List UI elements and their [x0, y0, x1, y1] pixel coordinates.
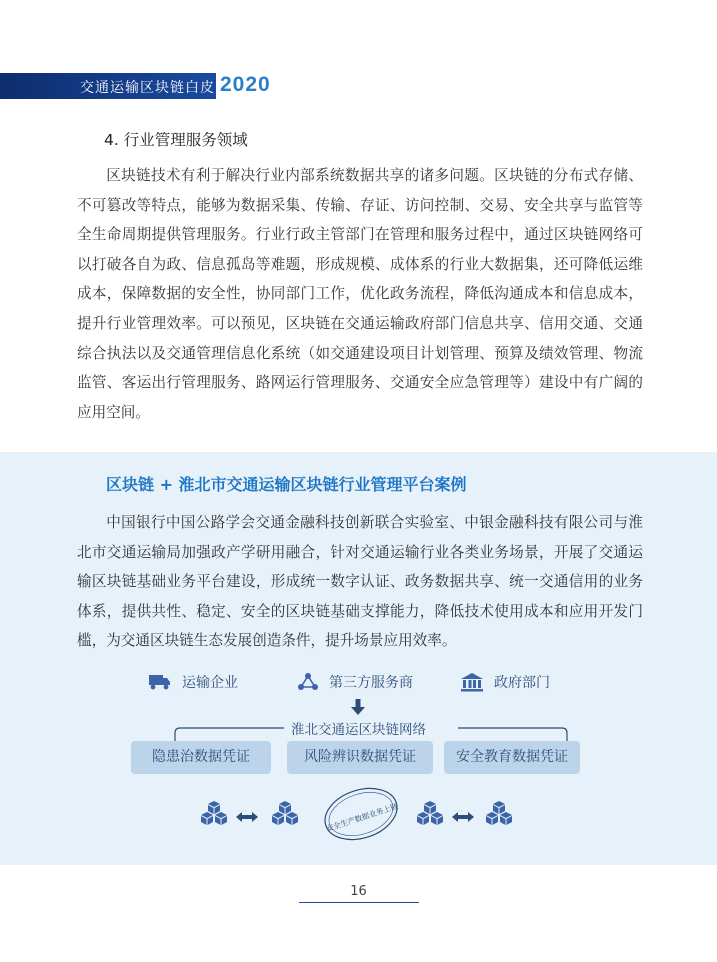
header-year: 2020	[220, 73, 271, 96]
certificate-pill: 安全教育数据凭证	[444, 741, 580, 774]
blocks-icon	[199, 800, 229, 826]
section-title: 4. 行业管理服务领域	[104, 131, 248, 149]
node-label: 政府部门	[494, 675, 550, 691]
case-paragraph: 中国银行中国公路学会交通金融科技创新联合实验室、中银金融科技有限公司与淮北市交通运输局加强政产学研用融合，针对交通运输行业各类业务场景，开展了交通运输区块链基础业务平台建设，形成统一数字认证、政务数据共享、统一交通信用的业务体系，提供共性、稳定、安全的区块链基础支撑能力，降低技术使用成本和应用开发门槛，为交通区块链生态发展创造条件，提升场景应用效率。	[77, 514, 643, 650]
truck-icon	[148, 672, 172, 692]
certificate-pill: 风险辨识数据凭证	[287, 741, 433, 774]
down-arrow-icon	[349, 698, 367, 716]
node-label: 运输企业	[182, 675, 238, 691]
stamp-text: 安全生产数据业务上链	[324, 801, 400, 834]
section-paragraph: 区块链技术有利于解决行业内部系统数据共享的诸多问题。区块链的分布式存储、不可篡改等特点，能够为数据采集、传输、存证、访问控制、交易、安全共享与监管等全生命周期提供管理服务。行业行政主管部门在管理和服务过程中，通过区块链网络可以打破各自为政、信息孤岛等难题，形成规模、成体系的行业大数据集，还可降低运维成本，保障数据的安全性，协同部门工作，优化政务流程，降低沟通成本和信息成本，提升行业管理效率。可以预见，区块链在交通运输政府部门信息共享、信用交通、交通综合执法以及交通管理信息化系统（如交通建设项目计划管理、预算及绩效管理、物流监管、客运出行管理服务、路网运行管理服务、交通安全应急管理等）建设中有广阔的应用空间。	[77, 167, 643, 421]
node-government	[460, 672, 550, 692]
government-building-icon	[460, 672, 484, 692]
page-number-rule	[299, 902, 419, 903]
node-third-party	[297, 672, 413, 692]
certificate-pill: 隐患治数据凭证	[131, 741, 271, 774]
header-title: 交通运输区块链白皮书	[80, 80, 230, 96]
blocks-icon	[415, 800, 445, 826]
node-label: 第三方服务商	[329, 675, 413, 691]
case-title: 区块链 + 淮北市交通运输区块链行业管理平台案例	[106, 475, 467, 494]
network-label: 淮北交通运区块链网络	[291, 722, 426, 738]
running-header	[0, 73, 270, 99]
node-transport-enterprise	[148, 672, 238, 692]
blocks-icon	[484, 800, 514, 826]
page-number: 16	[350, 884, 367, 899]
double-arrow-icon	[236, 812, 258, 822]
network-icon	[297, 672, 319, 692]
double-arrow-icon	[452, 812, 474, 822]
blocks-icon	[270, 800, 300, 826]
